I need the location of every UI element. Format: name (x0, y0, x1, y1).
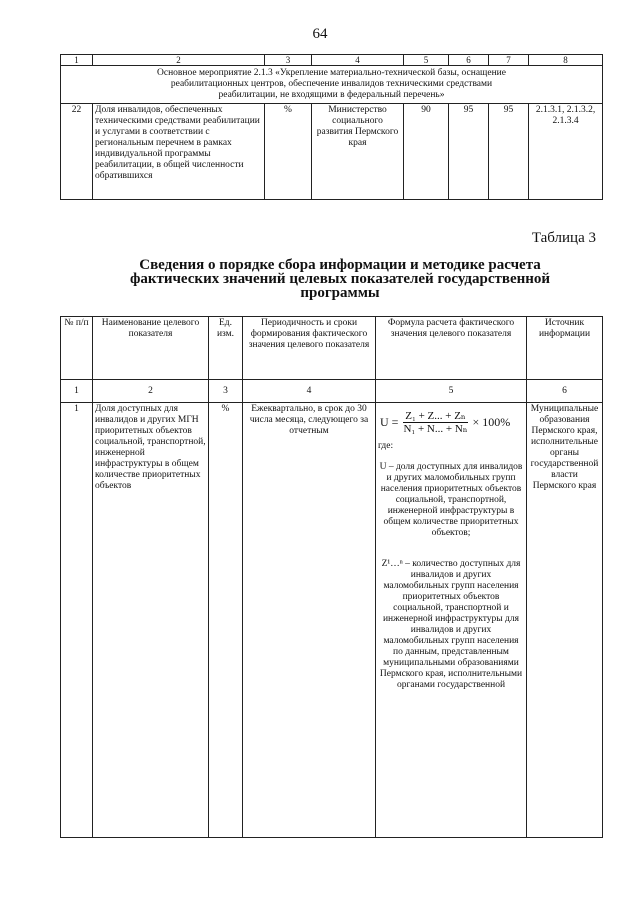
value-col7: 95 (489, 104, 529, 200)
header-unit: Ед. изм. (209, 317, 243, 380)
formula (380, 410, 524, 435)
period: Ежеквартально, в срок до 30 числа месяца, следующего за отчетным (243, 403, 376, 838)
header-source: Источник информации (527, 317, 603, 380)
column-number-row (61, 380, 603, 403)
row-number: 1 (61, 403, 93, 838)
formula-denominator: N₁ + N... + Nₙ (403, 423, 468, 435)
indicator-name: Доля инвалидов, обеспеченных техническими средствами реабилитации и услугами в соответствии с региональным перечнем в рамках индивидуальной программы реабилитации, в общей численности обратившихся (93, 104, 265, 200)
table-row (61, 104, 603, 200)
col-number: 7 (489, 55, 529, 66)
main-activity-row (61, 66, 603, 104)
col-number: 5 (404, 55, 449, 66)
executor: Министерство социального развития Пермского края (312, 104, 404, 200)
column-number-row (61, 55, 603, 66)
definition-u: U – доля доступных для инвалидов и других маломобильных групп населения приоритетных объектов социальной, транспортной, инженерной инфраструктуры в общем количестве приоритетных объектов; (379, 462, 523, 538)
indicator-name: Доля доступных для инвалидов и других МГН приоритетных объектов социальной, транспортной, инженерной инфраструктуры в общем количестве приоритетных объектов (93, 403, 209, 838)
value-col6: 95 (449, 104, 489, 200)
col-number: 6 (527, 380, 603, 403)
table-label: Таблица 3 (531, 230, 596, 246)
section-title: Сведения о порядке сбора информации и методике расчета фактических значений целевых показателей государственной программы (129, 257, 551, 301)
header-period: Периодичность и сроки формирования фактического значения целевого показателя (243, 317, 376, 380)
col-number: 5 (376, 380, 527, 403)
col-number: 8 (529, 55, 603, 66)
header-formula: Формула расчета фактического значения целевого показателя (376, 317, 527, 380)
value-col5: 90 (404, 104, 449, 200)
formula-numerator: Z₁ + Z... + Zₙ (405, 410, 466, 422)
formula-cell (376, 403, 527, 838)
col-number: 2 (93, 55, 265, 66)
table-row (61, 403, 603, 838)
formula-lhs: U = (380, 415, 399, 429)
where-label: где: (378, 441, 394, 451)
unit: % (265, 104, 312, 200)
formula-fraction (401, 410, 469, 435)
page-number: 64 (312, 26, 328, 42)
information-source: Муниципальные образования Пермского края, исполнительные органы государственной власти Пермского края (527, 403, 603, 838)
header-name: Наименование целевого показателя (93, 317, 209, 380)
col-number: 4 (312, 55, 404, 66)
col-number: 6 (449, 55, 489, 66)
col-number: 3 (209, 380, 243, 403)
col-number: 3 (265, 55, 312, 66)
col-number: 2 (93, 380, 209, 403)
unit: % (209, 403, 243, 838)
col-number: 1 (61, 55, 93, 66)
header-num: № п/п (61, 317, 93, 380)
col-number: 1 (61, 380, 93, 403)
methodology-table (60, 316, 603, 838)
row-number: 22 (61, 104, 93, 200)
indicators-table-continuation (60, 54, 603, 200)
header-row (61, 317, 603, 380)
definition-z: Z¹…ⁿ – количество доступных для инвалидов и других маломобильных групп населения приоритетных объектов социальной, транспортной и инженерной инфраструктуры для инвалидов и других маломобильных групп населения по данным, представленным муниципальными образованиями Пермского края, исполнительными органами государственной (379, 559, 523, 690)
col-number: 4 (243, 380, 376, 403)
main-activity: Основное мероприятие 2.1.3 «Укрепление материально-технической базы, оснащение реабилитационных центров, обеспечение инвалидов техническими средствами реабилитации, не входящими в федеральный перечень» (61, 66, 603, 104)
formula-tail: × 100% (472, 415, 511, 429)
activity-codes: 2.1.3.1, 2.1.3.2, 2.1.3.4 (529, 104, 603, 200)
